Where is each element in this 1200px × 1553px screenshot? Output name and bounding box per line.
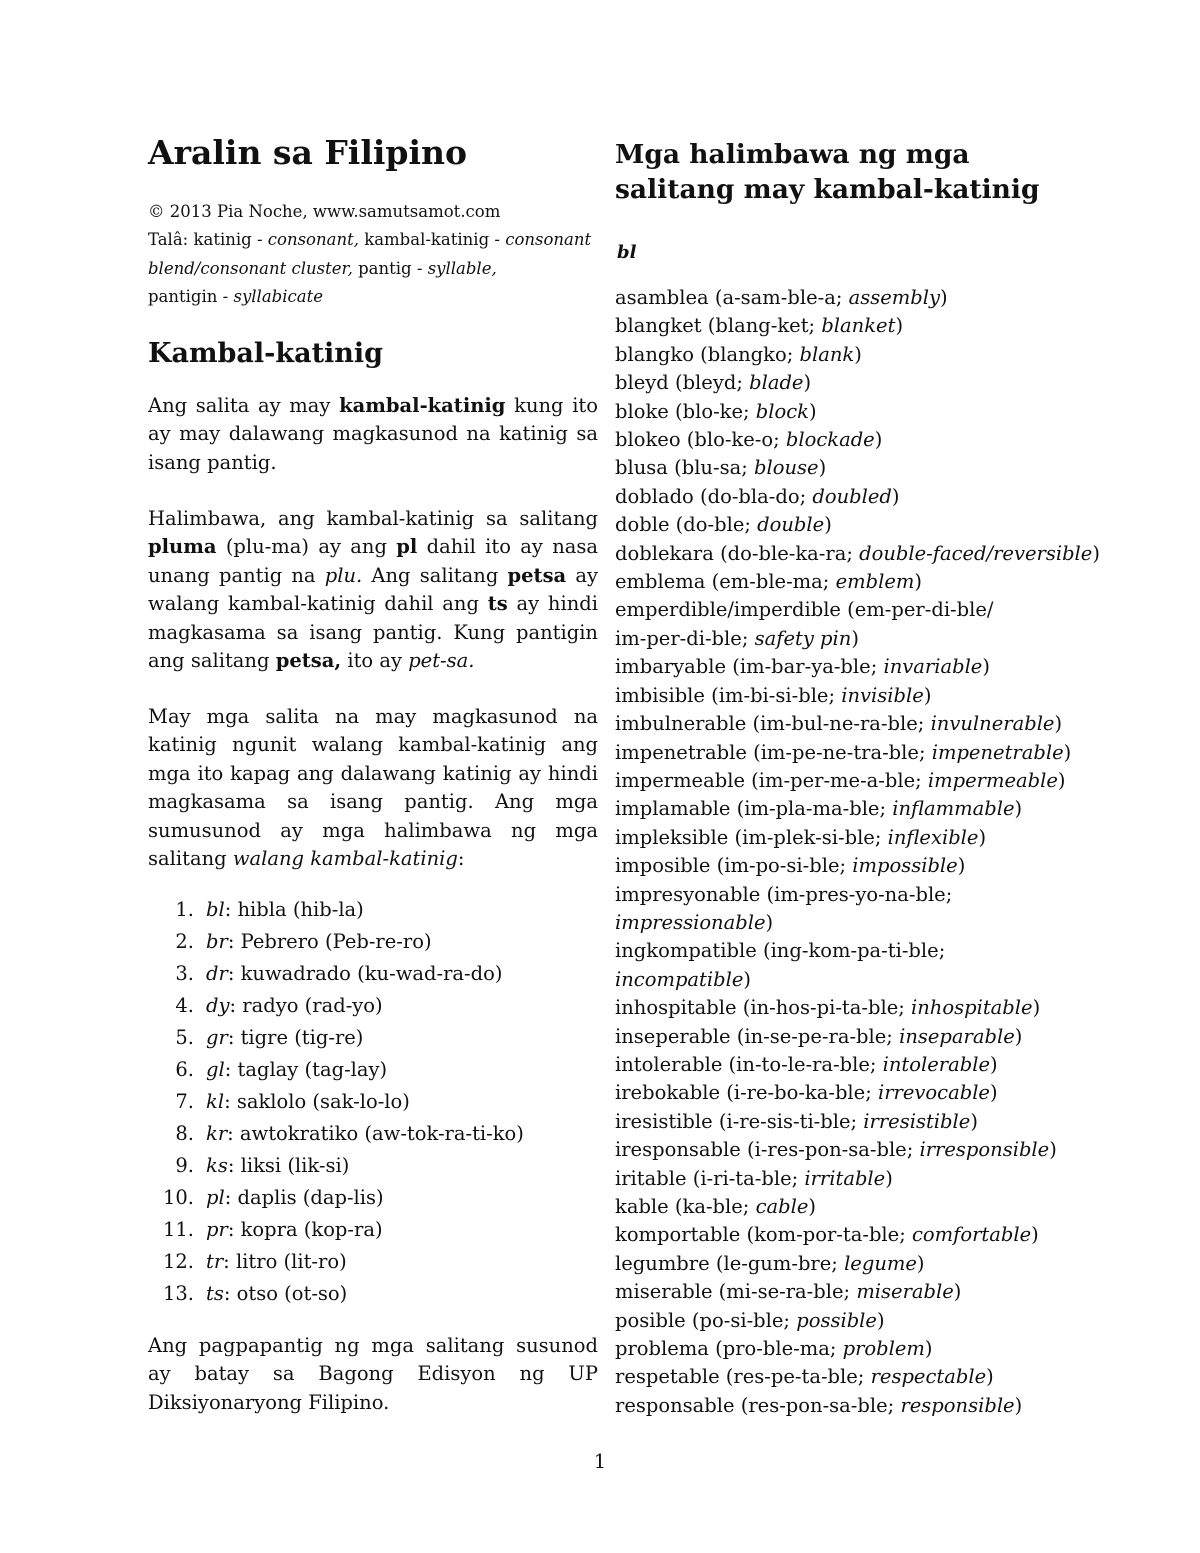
close-paren: ) [1031, 1223, 1039, 1247]
word-entry [615, 625, 1095, 653]
text: Ang salitang [371, 563, 499, 587]
word-entry [615, 682, 1095, 710]
list-number: 5. [175, 1026, 194, 1049]
english-gloss: irrevocable [877, 1081, 990, 1105]
text: (plu-ma) ay ang [225, 535, 387, 559]
english-gloss: inhospitable [911, 996, 1033, 1020]
word-syllables: impermeable (im-per-me-a-ble; [615, 768, 928, 792]
english-gloss: assembly [848, 286, 941, 309]
close-paren: ) [1054, 712, 1063, 736]
paragraph-example [148, 505, 598, 675]
close-paren: ) [1063, 740, 1072, 764]
paragraph-source: Ang pagpapantig ng mga salitang susunod ay batay sa Bagong Edisyon ng UP Diksiyonaryong Filipino. [148, 1334, 598, 1414]
list-item [148, 1278, 598, 1310]
note-term-en: syllabicate [233, 287, 323, 307]
close-paren: ) [916, 1251, 925, 1275]
list-number: 12. [162, 1250, 194, 1273]
close-paren: ) [818, 456, 827, 480]
word-entry [615, 1079, 1095, 1107]
word-syllables: intolerable (in-to-le-ra-ble; [615, 1052, 883, 1076]
close-paren: ) [885, 1166, 893, 1190]
word-entry [615, 1335, 1095, 1363]
word-syllables: iresponsable (i-res-pon-sa-ble; [615, 1138, 920, 1162]
english-gloss: inflexible [887, 825, 979, 849]
word-entry [615, 284, 1095, 312]
word-syllables: kable (ka-ble; [615, 1195, 756, 1218]
word-entry [615, 881, 1095, 909]
close-paren: ) [957, 854, 966, 878]
english-gloss: invisible [841, 683, 924, 707]
english-gloss: blade [749, 371, 804, 395]
list-item [148, 990, 598, 1022]
word-entry [615, 1136, 1095, 1164]
word-syllables: responsable (res-pon-sa-ble; [615, 1393, 901, 1417]
note-label: Talâ: [148, 230, 189, 250]
english-gloss: safety pin [754, 626, 852, 650]
word-syllables: doblekara (do-ble-ka-ra; [615, 541, 860, 565]
word-entry [615, 1307, 1095, 1335]
word-entry [615, 1108, 1095, 1136]
list-number: 10. [162, 1186, 194, 1209]
close-paren: ) [851, 626, 859, 650]
text: Ang salita ay may [148, 394, 331, 417]
note-term-en: syllable, [427, 258, 497, 278]
text: ay walang kambal-katinig dahil ang [148, 563, 599, 616]
note-term-en: consonant blend/consonant cluster, [148, 230, 592, 278]
word-syllables: problema (pro-ble-ma; [615, 1337, 843, 1361]
text: dahil ito ay nasa unang pantig na [148, 535, 599, 587]
example-text: : liksi (lik-si) [227, 1154, 350, 1177]
english-gloss: impenetrable [931, 740, 1064, 764]
cluster: gl [206, 1058, 225, 1081]
close-paren: ) [895, 314, 904, 338]
english-gloss: comfortable [911, 1223, 1032, 1247]
list-number: 3. [175, 962, 194, 985]
english-gloss: cable [755, 1195, 809, 1218]
word-syllables: emperdible/imperdible (em-per-di-ble/ [615, 598, 994, 622]
word-entry [615, 568, 1095, 596]
document-title: Aralin sa Filipino [148, 133, 468, 172]
word-syllables: doble (do-ble; [615, 513, 758, 537]
text: : [457, 847, 465, 871]
list-item [148, 1182, 598, 1214]
list-number: 2. [175, 930, 194, 953]
italic-term: walang kambal-katinig [232, 847, 458, 871]
close-paren: ) [953, 1280, 962, 1304]
example-text: : tigre (tig-re) [227, 1026, 364, 1049]
word-entry [615, 1051, 1095, 1079]
word-entry [615, 966, 1095, 994]
english-gloss: inseparable [899, 1024, 1015, 1048]
italic-term: plu. [324, 563, 363, 587]
list-number: 8. [175, 1122, 194, 1145]
english-gloss: intolerable [882, 1052, 990, 1076]
english-gloss: respectable [870, 1365, 987, 1389]
word-syllables: asamblea (a-sam-ble-a; [615, 286, 849, 309]
word-entry [615, 1363, 1095, 1391]
close-paren: ) [989, 1081, 998, 1105]
example-text: : radyo (rad-yo) [229, 994, 383, 1017]
word-list [615, 284, 1100, 1420]
list-item [148, 926, 598, 958]
english-gloss: irresponsible [919, 1138, 1050, 1162]
english-gloss: invulnerable [930, 712, 1055, 736]
close-paren: ) [978, 825, 987, 849]
english-gloss: legume [844, 1251, 917, 1275]
word-entry [615, 767, 1095, 795]
list-number: 11. [162, 1218, 194, 1241]
word-entry [615, 1165, 1095, 1193]
cluster: pr [206, 1218, 228, 1241]
meta-block [148, 198, 600, 312]
close-paren: ) [986, 1365, 994, 1389]
close-paren: ) [743, 967, 751, 991]
close-paren: ) [808, 1195, 816, 1218]
english-gloss: possible [796, 1308, 877, 1332]
example-text: : taglay (tag-lay) [224, 1058, 388, 1081]
cluster: kl [206, 1090, 225, 1113]
close-paren: ) [1032, 996, 1041, 1020]
close-paren: ) [1014, 1024, 1023, 1048]
list-item [148, 1246, 598, 1278]
cluster: ks [206, 1154, 228, 1177]
word-entry [615, 596, 1095, 624]
word-entry [615, 511, 1095, 539]
examples-title: Mga halimbawa ng mga salitang may kambal-katinig [615, 139, 1040, 205]
word-entry [615, 852, 1095, 880]
word-syllables: respetable (res-pe-ta-ble; [615, 1365, 871, 1389]
close-paren: ) [876, 1308, 885, 1332]
section-heading: Kambal-katinig [148, 338, 384, 369]
cluster: dr [206, 962, 228, 985]
word-entry [615, 710, 1095, 738]
english-gloss: blank [799, 342, 855, 366]
english-gloss: double-faced/reversible [859, 541, 1093, 565]
word-entry [615, 398, 1095, 426]
word-entry [615, 1193, 1095, 1221]
cluster: ts [206, 1282, 224, 1305]
english-gloss: invariable [883, 655, 983, 679]
list-number: 7. [175, 1090, 194, 1113]
list-item [148, 1054, 598, 1086]
bold-term: petsa, [275, 649, 342, 673]
word-entry [615, 540, 1100, 568]
word-syllables: blangket (blang-ket; [615, 314, 822, 338]
list-number: 6. [175, 1058, 194, 1081]
examples-list [148, 894, 598, 1310]
example-text: : Pebrero (Peb-re-ro) [227, 930, 432, 953]
word-syllables: imposible (im-po-si-ble; [615, 854, 853, 878]
close-paren: ) [923, 683, 932, 707]
bold-term: pl [396, 535, 418, 559]
english-gloss: blouse [754, 456, 819, 480]
word-entry [615, 1221, 1095, 1249]
cluster: pl [206, 1186, 225, 1209]
cluster: tr [206, 1250, 224, 1273]
bold-term: pluma [148, 535, 217, 559]
word-syllables: bleyd (bleyd; [615, 371, 750, 395]
text: ito ay [347, 649, 402, 673]
word-syllables: blokeo (blo-ke-o; [615, 428, 786, 452]
word-syllables: blusa (blu-sa; [615, 456, 754, 480]
close-paren: ) [809, 399, 817, 423]
english-gloss: responsible [900, 1393, 1015, 1417]
cluster: br [206, 930, 228, 953]
english-gloss: incompatible [615, 967, 744, 991]
bold-term: petsa [507, 563, 567, 587]
word-syllables: impenetrable (im-pe-ne-tra-ble; [615, 740, 932, 764]
word-entry [615, 369, 1095, 397]
word-syllables: inseperable (in-se-pe-ra-ble; [615, 1024, 900, 1048]
english-gloss: double [757, 513, 825, 537]
close-paren: ) [914, 570, 922, 594]
close-paren: ) [990, 1052, 998, 1076]
example-text: : awtokratiko (aw-tok-ra-ti-ko) [227, 1122, 524, 1145]
english-gloss: inflammable [892, 797, 1015, 821]
close-paren: ) [1092, 541, 1100, 565]
list-item [148, 1214, 598, 1246]
page-number: 1 [593, 1450, 607, 1473]
example-text: : daplis (dap-lis) [224, 1186, 384, 1209]
word-syllables: inhospitable (in-hos-pi-ta-ble; [615, 996, 912, 1020]
word-syllables: iresistible (i-re-sis-ti-ble; [615, 1109, 864, 1133]
list-item [148, 1150, 598, 1182]
example-text: : saklolo (sak-lo-lo) [224, 1090, 410, 1113]
word-syllables: implamable (im-pla-ma-ble; [615, 797, 893, 821]
text: Halimbawa, ang kambal-katinig sa salitang [148, 507, 598, 530]
word-syllables: irebokable (i-re-bo-ka-ble; [615, 1081, 878, 1105]
word-syllables: komportable (kom-por-ta-ble; [615, 1223, 912, 1247]
word-entry [615, 341, 1095, 369]
close-paren: ) [1057, 768, 1066, 792]
paragraph-non-cluster [148, 703, 598, 873]
note-line [148, 226, 600, 311]
example-text: : kopra (kop-ra) [227, 1218, 383, 1241]
word-syllables: imbulnerable (im-bul-ne-ra-ble; [615, 712, 931, 736]
word-entry [615, 1023, 1095, 1051]
copyright-line: © 2013 Pia Noche, www.samutsamot.com [148, 202, 501, 221]
italic-term: pet-sa. [408, 649, 475, 673]
list-item [148, 958, 598, 990]
word-entry [615, 1250, 1095, 1278]
word-syllables: blangko (blangko; [615, 342, 800, 366]
close-paren: ) [854, 342, 862, 366]
english-gloss: irresistible [863, 1109, 971, 1133]
english-gloss: block [755, 399, 809, 423]
word-entry [615, 994, 1095, 1022]
close-paren: ) [1014, 797, 1023, 821]
word-syllables: legumbre (le-gum-bre; [615, 1251, 845, 1275]
text: May mga salita na may magkasunod na katinig ngunit walang kambal-katinig ang mga ito kapag ang dalawang katinig ay hindi magkasama sa isang pantig. Ang mga sumusunod ay mga halimbawa ng mga salitang [148, 705, 598, 871]
text: kung ito ay may dalawang magkasunod na katinig sa isang pantig. [148, 394, 599, 474]
note-term: pantigin - [148, 287, 229, 307]
list-item [148, 894, 598, 926]
word-entry [615, 1278, 1095, 1306]
word-syllables: emblema (em-ble-ma; [615, 570, 836, 594]
word-entry [615, 454, 1095, 482]
word-entry [615, 909, 1095, 937]
note-term: pantig - [358, 258, 423, 278]
word-entry [615, 653, 1095, 681]
cluster: bl [206, 898, 225, 921]
english-gloss: problem [842, 1337, 925, 1361]
english-gloss: blanket [821, 314, 896, 338]
close-paren: ) [824, 513, 832, 537]
list-number: 1. [175, 898, 194, 921]
close-paren: ) [940, 286, 948, 309]
paragraph-definition [148, 392, 598, 477]
close-paren: ) [891, 484, 900, 508]
word-syllables: miserable (mi-se-ra-ble; [615, 1280, 857, 1304]
list-item [148, 1118, 598, 1150]
word-entry [615, 1392, 1095, 1420]
word-syllables: impleksible (im-plek-si-ble; [615, 825, 888, 849]
word-syllables: iritable (i-ri-ta-ble; [615, 1166, 805, 1190]
example-text: : kuwadrado (ku-wad-ra-do) [227, 962, 503, 985]
text: ay hindi magkasama sa isang pantig. Kung pantigin ang salitang [148, 592, 598, 673]
word-entry [615, 426, 1095, 454]
list-item [148, 1022, 598, 1054]
example-text: : otso (ot-so) [223, 1282, 348, 1305]
word-entry [615, 937, 1095, 965]
word-syllables: doblado (do-bla-do; [615, 484, 813, 508]
word-syllables: posible (po-si-ble; [615, 1308, 797, 1332]
close-paren: ) [970, 1109, 978, 1133]
word-entry [615, 483, 1095, 511]
word-entry [615, 312, 1095, 340]
english-gloss: impressionable [615, 910, 766, 934]
cluster-subheading: bl [617, 242, 637, 263]
bold-term: ts [487, 592, 508, 616]
english-gloss: doubled [812, 484, 892, 508]
word-entry [615, 739, 1095, 767]
note-term: katinig - [193, 230, 263, 250]
close-paren: ) [982, 655, 990, 679]
list-number: 13. [162, 1282, 194, 1305]
word-syllables: imbaryable (im-bar-ya-ble; [615, 655, 884, 679]
close-paren: ) [924, 1337, 933, 1361]
word-syllables: im-per-di-ble; [615, 626, 755, 650]
close-paren: ) [1049, 1138, 1057, 1162]
english-gloss: irritable [804, 1166, 886, 1190]
list-number: 4. [175, 994, 194, 1017]
note-term-en: consonant, [267, 230, 359, 250]
word-entry [615, 795, 1095, 823]
close-paren: ) [765, 910, 774, 934]
note-term: kambal-katinig - [364, 230, 500, 250]
english-gloss: blockade [785, 428, 875, 452]
close-paren: ) [1014, 1393, 1023, 1417]
example-text: : litro (lit-ro) [223, 1250, 347, 1273]
word-syllables: imbisible (im-bi-si-ble; [615, 683, 842, 707]
word-syllables: ingkompatible (ing-kom-pa-ti-ble; [615, 939, 946, 963]
english-gloss: miserable [856, 1280, 954, 1304]
list-number: 9. [175, 1154, 194, 1177]
word-syllables: bloke (blo-ke; [615, 399, 756, 423]
word-syllables: impresyonable (im-pres-yo-na-ble; [615, 882, 953, 906]
bold-term: kambal-katinig [339, 394, 506, 417]
close-paren: ) [803, 371, 812, 395]
english-gloss: impossible [852, 854, 958, 878]
english-gloss: emblem [835, 570, 915, 594]
list-item [148, 1086, 598, 1118]
english-gloss: impermeable [927, 768, 1058, 792]
close-paren: ) [874, 428, 883, 452]
cluster: kr [206, 1122, 228, 1145]
cluster: gr [206, 1026, 228, 1049]
example-text: : hibla (hib-la) [224, 898, 364, 921]
cluster: dy [206, 994, 230, 1017]
word-entry [615, 824, 1095, 852]
